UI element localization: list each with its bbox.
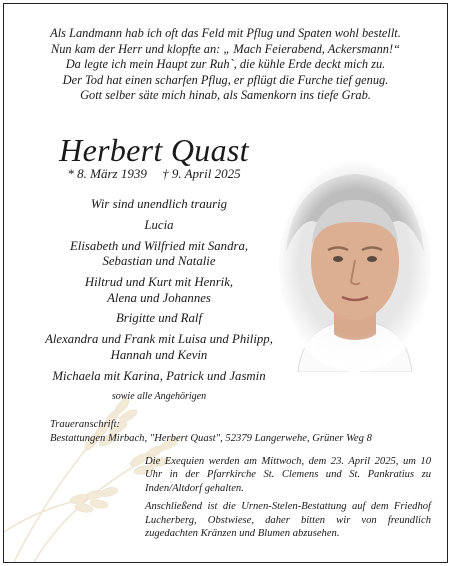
mourner-line: Alena und Johannes <box>107 290 211 305</box>
poem <box>4 26 447 104</box>
poem-line: Da legte ich mein Haupt zur Ruh`, die kühle Erde deckt mich zu. <box>65 57 386 72</box>
obituary-card <box>3 3 448 563</box>
mourner-line: Elisabeth und Wilfried mit Sandra, <box>69 238 249 253</box>
birth-date: * 8. März 1939 <box>67 166 147 181</box>
mourner-line: Hiltrud und Kurt mit Henrik, <box>84 275 234 290</box>
poem-line: Der Tod hat einen scharfen Pflug, er pflügt die Furche tief genug. <box>62 72 389 87</box>
mourner-group <box>4 369 314 384</box>
mourners-list <box>4 197 314 404</box>
mourner-line: Michaela mit Karina, Patrick und Jasmin <box>52 368 266 383</box>
mourner-line: Brigitte und Ralf <box>115 311 203 326</box>
mourner-group <box>4 239 314 270</box>
poem-line: Nun kam der Herr und klopfte an: „ Mach Feierabend, Ackersmann!“ <box>50 41 401 56</box>
mourner-group <box>4 332 314 363</box>
life-dates <box>4 166 304 182</box>
mourner-line: Lucia <box>144 217 174 232</box>
exequies-text: Die Exequien werden am Mittwoch, dem 23. April 2025, um 10 Uhr in der Pfarrkirche St. Clemens und St. Pankratius zu Inden/Altdorf gehalten. <box>145 456 431 494</box>
poem-line: Gott selber säte mich hinab, als Samenkorn ins tiefe Grab. <box>80 88 371 103</box>
portrait-photo <box>276 162 434 372</box>
death-date: † 9. April 2025 <box>162 166 241 181</box>
mourner-line: Alexandra und Frank mit Luisa und Philipp, <box>45 332 273 347</box>
mourner-group <box>4 218 314 233</box>
deceased-name: Herbert Quast <box>59 132 249 168</box>
address-line: Bestattungen Mirbach, "Herbert Quast", 52379 Langerwehe, Grüner Weg 8 <box>50 433 372 444</box>
mourner-group <box>4 275 314 306</box>
address-label: Traueranschrift: <box>50 419 121 430</box>
burial-text: Anschließend ist die Urnen-Stelen-Bestattung auf dem Friedhof Lucherberg, Obstwiese, daher bitten wir von freundlich zugedachten Kränzen und Blumen abzusehen. <box>145 501 431 540</box>
funeral-address <box>50 418 440 446</box>
poem-line: Als Landmann hab ich oft das Feld mit Pflug und Spaten wohl bestellt. <box>50 26 401 40</box>
mourner-group <box>4 311 314 326</box>
mourner-line: Sebastian und Natalie <box>102 254 216 269</box>
service-notice <box>145 455 431 545</box>
mourners-intro: Wir sind unendlich traurig <box>90 197 228 211</box>
mourner-line: Hannah und Kevin <box>110 347 208 362</box>
relatives-note: sowie alle Angehörigen <box>111 390 207 402</box>
